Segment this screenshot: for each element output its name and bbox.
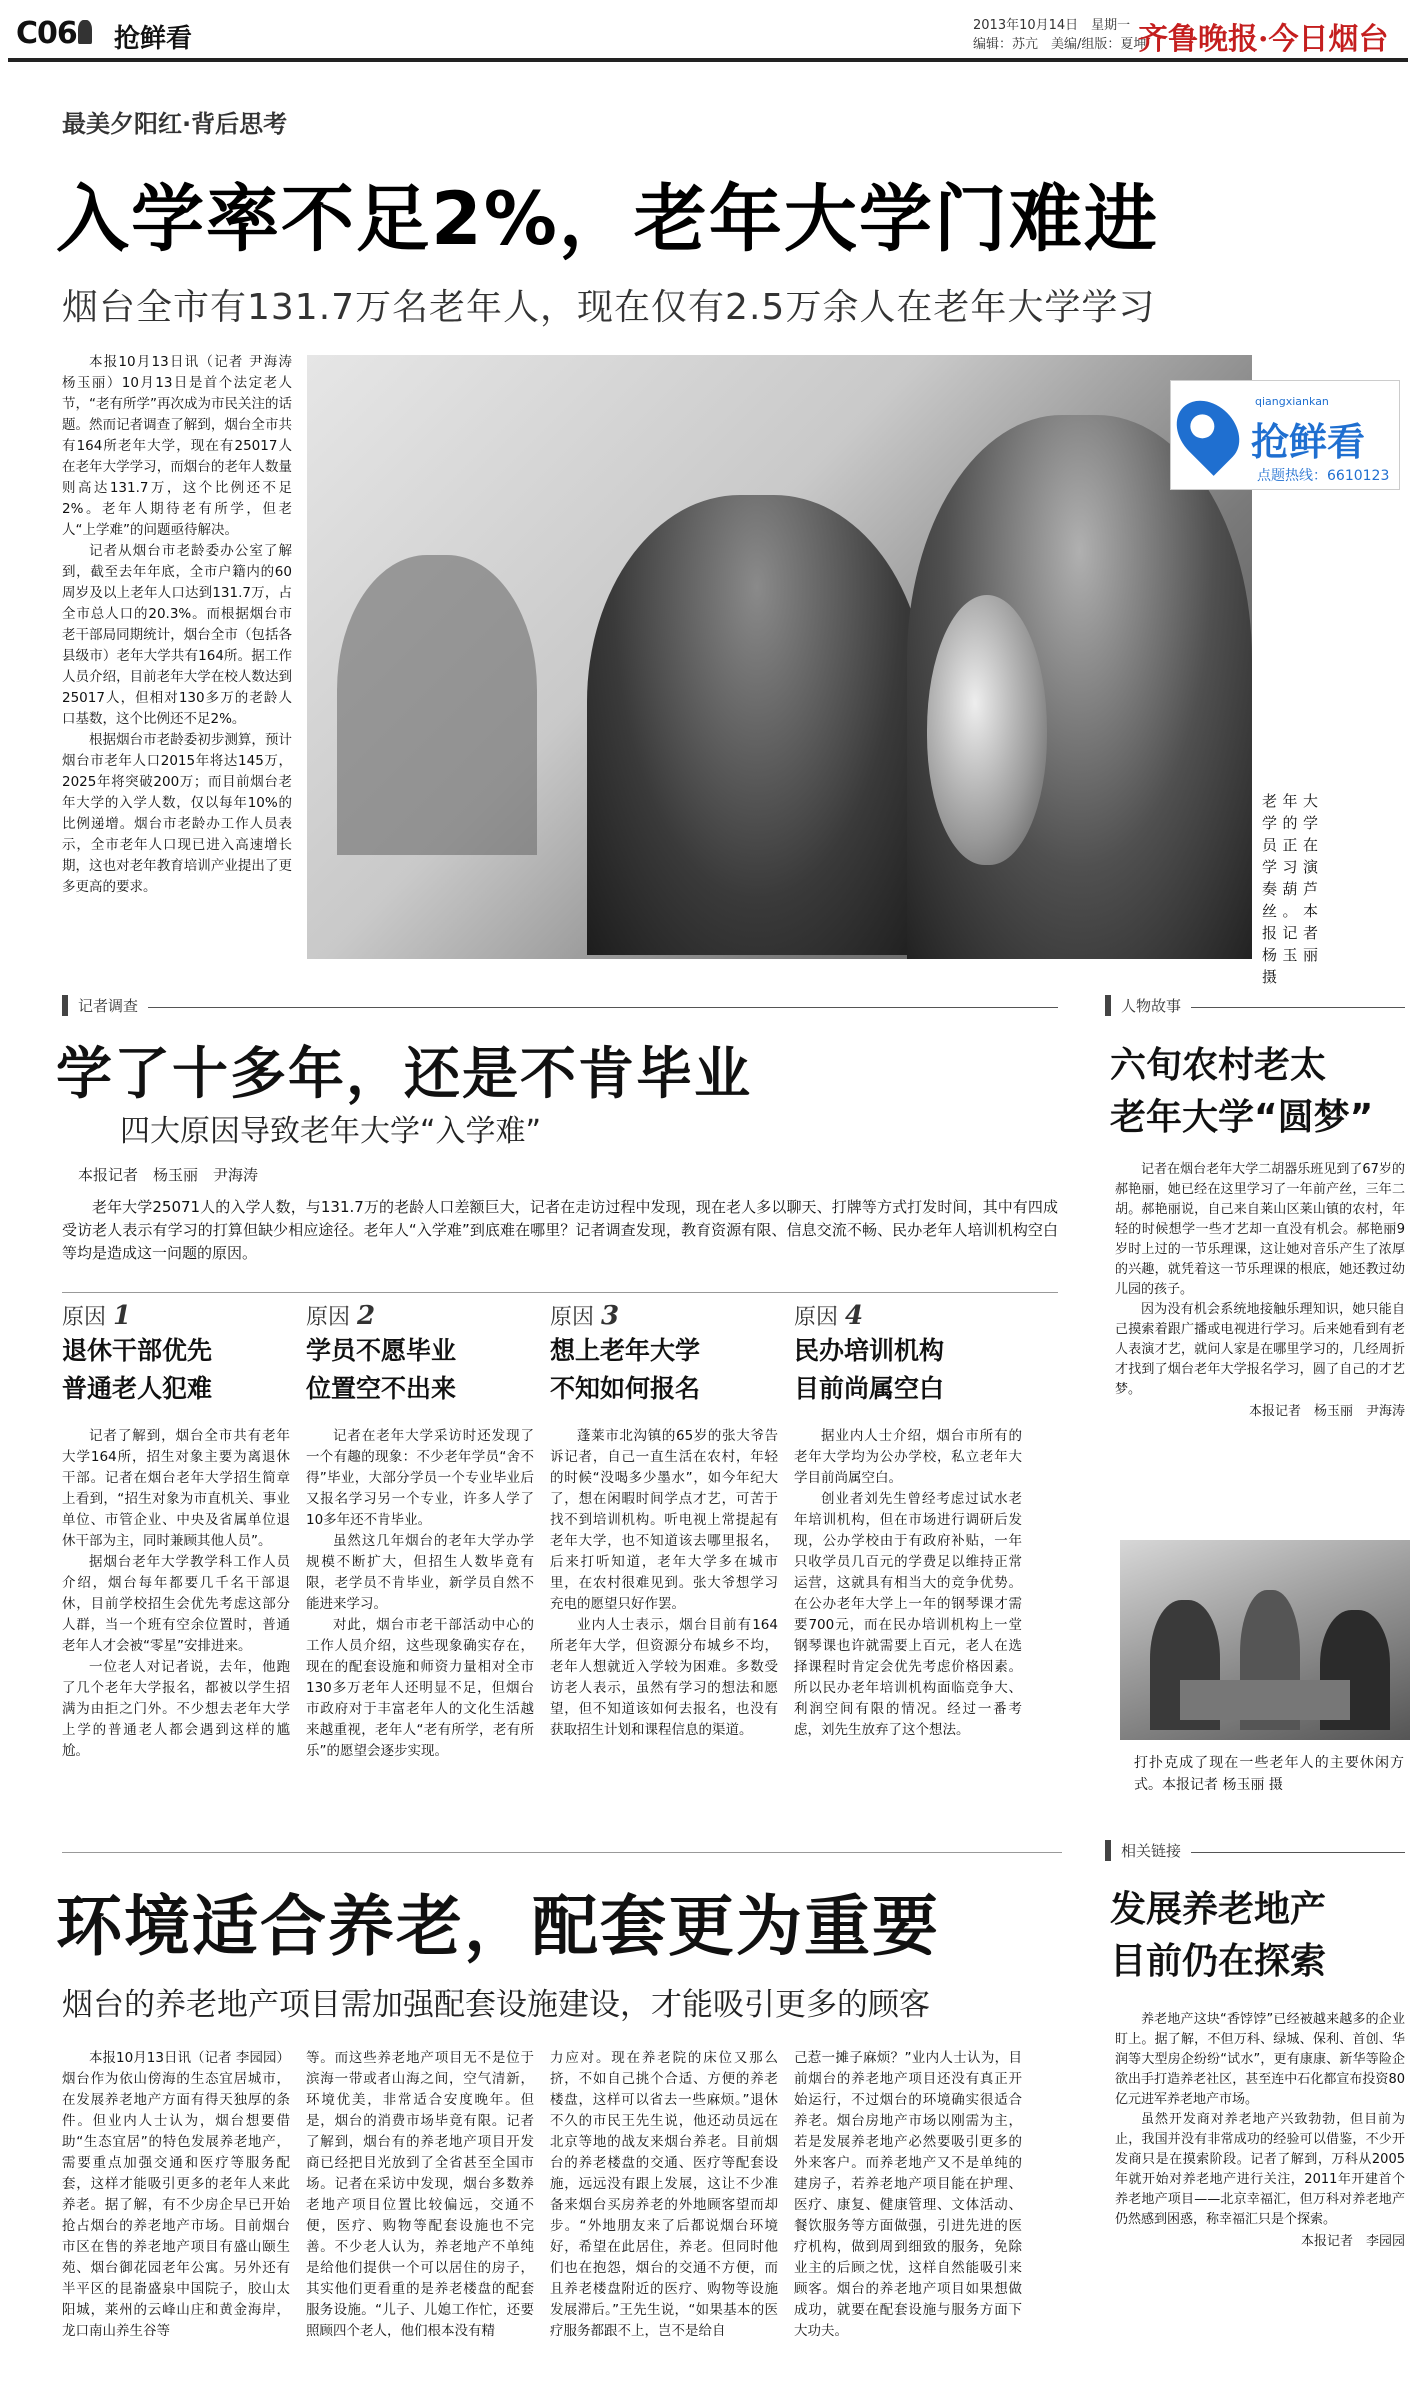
card-game-photo [1120, 1540, 1410, 1740]
story2-tag: 记者调查 [62, 995, 148, 1016]
qiangxiankan-badge [1170, 380, 1400, 490]
badge-title: 抢鲜看 [1251, 420, 1366, 464]
story1-body [62, 352, 292, 898]
reason1-body: 记者了解到，烟台全市共有老年大学164所，招生对象主要为离退休干部。记者在烟台老年大学招生简章上看到，“招生对象为市直机关、事业单位、市管企业、中央及省属单位退休干部为主，同时兼顾其他人员”。 据烟台老年大学教学科工作人员介绍，烟台每年都要几千名干部退休，目前学校招生会优先考虑这部分人群，当一个班有空余位置时，普通老年人才会被“零星”安排进来。 一位老人对记者说，去年，他跑了几个老年大学报名，都被以学生招满为由拒之门外。不少想去老年大学上学的普通老人都会遇到这样的尴尬。 [62, 1428, 290, 1759]
sidebar1-tag: 人物故事 [1105, 995, 1191, 1016]
sidebar2-byline: 本报记者 李园园 [1300, 2234, 1405, 2249]
reason3-body: 蓬莱市北沟镇的65岁的张大爷告诉记者，自己一直生活在农村，年轻的时候“没喝多少墨水”，如今年纪大了，想在闲暇时间学点才艺，可苦于找不到培训机构。听电视上常提起有老年大学，也不知道该去哪里报名，后来打听知道，老年大学多在城市里，在农村很难见到。张大爷想学习充电的愿望只好作罢。 业内人士表示，烟台目前有164所老年大学，但资源分布城乡不均，老年人想就近入学较为困难。多数受访老人表示，虽然有学习的想法和愿望，但不知道该如何去报名，也没有获取招生计划和课程信息的渠道。 [550, 1428, 778, 1738]
photo1-caption: 老年大学的学员正在学习演奏葫芦丝。本报记者 杨玉丽 摄 [1262, 792, 1318, 986]
story2-lead: 老年大学25071人的入学人数，与131.7万的老龄人口差额巨大，记者在走访过程中发现，现在老人多以聊天、打牌等方式打发时间，其中有四成受访老人表示有学习的打算但缺少相应途径。老年人“入学难”到底难在哪里？记者调查发现，教育资源有限、信息交流不畅、民办老年人培训机构空白等均是造成这一问题的原因。 [62, 1198, 1058, 1262]
story1-headline: 入学率不足2%，老年大学门难进 [56, 177, 1159, 262]
badge-hotline: 点题热线：6610123 [1257, 468, 1390, 484]
page-number: C06 [16, 16, 77, 51]
sidebar2-title: 发展养老地产 目前仍在探索 [1110, 1889, 1327, 1982]
sidebar1-byline: 本报记者 杨玉丽 尹海涛 [1248, 1404, 1405, 1419]
reason2-label: 原因 2 [306, 1301, 376, 1331]
sidebar1-title: 六旬农村老太 老年大学“圆梦” [1110, 1045, 1374, 1138]
story3-col3: 力应对。现在养老院的床位又那么挤，不如自己挑个合适、方便的养老楼盘，这样可以省去一些麻烦。”退休不久的市民王先生说，他还动员远在北京等地的战友来烟台养老。目前烟台的养老楼盘的交通、医疗等配套设施，远远没有跟上发展，这让不少准备来烟台买房养老的外地顾客望而却步。“外地朋友来了后都说烟台环境好，希望在此居住，养老。但同时他们也在抱怨，烟台的交通不方便，而且养老楼盘附近的医疗、购物等设施发展滞后。”王先生说，“如果基本的医疗服务都跟不上，岂不是给自 [550, 2050, 778, 2339]
section-name: 抢鲜看 [114, 24, 193, 54]
reason3-title: 想上老年大学 不知如何报名 [550, 1336, 701, 1403]
issue-date: 2013年10月14日 星期一 [973, 18, 1131, 33]
date-line [973, 16, 1146, 54]
editors-line: 编辑：苏亢 美编/组版：夏坤 [973, 37, 1147, 52]
story1-subhead: 烟台全市有131.7万名老年人，现在仅有2.5万余人在老年大学学习 [62, 287, 1156, 328]
section-logo-icon [78, 20, 92, 44]
story2-subhead: 四大原因导致老年大学“入学难” [120, 1114, 542, 1149]
location-pin-icon [1164, 388, 1252, 476]
story2-headline: 学了十多年，还是不肯毕业 [56, 1042, 752, 1107]
reason2-body: 记者在老年大学采访时还发现了一个有趣的现象：不少老年学员“舍不得”毕业，大部分学员一个专业毕业后又报名学习另一个专业，许多人学了10多年还不肯毕业。 虽然这几年烟台的老年大学办学规模不断扩大，但招生人数毕竟有限，老学员不肯毕业，新学员自然不能进来学习。 对此，烟台市老干部活动中心的工作人员介绍，这些现象确实存在，现在的配套设施和师资力量相对全市130多万老年人还明显不足，但烟台市政府对于丰富老年人的文化生活越来越重视，老年人“老有所学，老有所乐”的愿望会逐步实现。 [306, 1428, 534, 1759]
story2-byline: 本报记者 杨玉丽 尹海涛 [78, 1166, 259, 1184]
reason3-label: 原因 3 [550, 1301, 620, 1331]
reason4-body: 据业内人士介绍，烟台市所有的老年大学均为公办学校，私立老年大学目前尚属空白。 创业者刘先生曾经考虑过试水老年培训机构，但在市场进行调研后发现，公办学校由于有政府补贴，一年只收学员几百元的学费足以维持正常运营，这就具有相当大的竞争优势。在公办老年大学上一年的钢琴课才需要700元，而在民办培训机构上一堂钢琴课也许就需要上百元，老人在选择课程时肯定会优先考虑价格因素。所以民办老年培训机构面临竞争大、利润空间有限的情况。经过一番考虑，刘先生放弃了这个想法。 [794, 1428, 1022, 1738]
reason2-title: 学员不愿毕业 位置空不出来 [306, 1336, 457, 1403]
gourd-flute-class-photo [307, 355, 1252, 959]
page-header [8, 6, 1408, 62]
reason1-title: 退休干部优先 普通老人犯难 [62, 1336, 213, 1403]
story3-col4: 己惹一摊子麻烦？”业内人士认为，目前烟台的养老地产项目还没有真正开始运行，不过烟台的环境确实很适合养老。烟台房地产市场以刚需为主，若是发展养老地产必然要吸引更多的外来客户。而养老地产又不是单纯的建房子，若养老地产项目能在护理、医疗、康复、健康管理、文体活动、餐饮服务等方面做强，引进先进的医疗机构，做到周到细致的服务，免除业主的后顾之忧，这样自然能吸引来顾客。烟台的养老地产项目如果想做成功，就要在配套设施与服务方面下大功夫。 [794, 2050, 1022, 2339]
sidebar2-tag: 相关链接 [1105, 1840, 1191, 1861]
divider [62, 1007, 1058, 1008]
sidebar1-body: 记者在烟台老年大学二胡器乐班见到了67岁的郝艳丽，她已经在这里学习了一年前产丝，三年二胡。郝艳丽说，自己来自莱山区莱山镇的农村，年轻的时候想学一些才艺却一直没有机会。郝艳丽9岁时上过的一节乐理课，这让她对音乐产生了浓厚的兴趣，就凭着这一节乐理课的根底，她还教过幼儿园的孩子。 因为没有机会系统地接触乐理知识，她只能自己摸索着跟广播或电视进行学习。后来她看到有老人表演才艺，就问人家是在哪里学习的，几经周折才找到了烟台老年大学报名学习，圆了自己的才艺梦。 本报记者 杨玉丽 尹海涛 [1115, 1160, 1405, 1422]
photo2-caption: 打扑克成了现在一些老年人的主要休闲方式。本报记者 杨玉丽 摄 [1134, 1755, 1404, 1793]
story3-col1: 本报10月13日讯（记者 李园园）烟台作为依山傍海的生态宜居城市，在发展养老地产方面有得天独厚的条件。但业内人士认为，烟台想要借助“生态宜居”的特色发展养老地产，需要重点加强交通和医疗等服务配套，这样才能吸引更多的老年人来此养老。据了解，有不少房企早已开始抢占烟台的养老地产市场。目前烟台市区在售的养老地产项目有盛山颐生苑、烟台御花园老年公寓。另外还有半平区的昆嵛盛泉中国院子，胶山太阳城，莱州的云峰山庄和黄金海岸，龙口南山养生谷等 [62, 2050, 290, 2339]
story3-col2: 等。而这些养老地产项目无不是位于滨海一带或者山海之间，空气清新，环境优美，非常适合安度晚年。但是，烟台的消费市场毕竟有限。记者了解到，烟台有的养老地产项目开发商已经把目光放到了全省甚至全国市场。记者在采访中发现，烟台多数养老地产项目位置比较偏远，交通不便，医疗、购物等配套设施也不完善。不少老人认为，养老地产不单纯是给他们提供一个可以居住的房子，其实他们更看重的是养老楼盘的配套服务设施。“儿子、儿媳工作忙，还要照顾四个老人，他们根本没有精 [306, 2050, 534, 2339]
story1-kicker: 最美夕阳红·背后思考 [62, 110, 288, 138]
badge-pinyin: qiangxiankan [1255, 395, 1329, 408]
sidebar2-body: 养老地产这块“香饽饽”已经被越来越多的企业盯上。据了解，不但万科、绿城、保利、首创、华润等大型房企纷纷“试水”，更有康康、新华等险企欲出手打造养老社区，甚至连中石化都宣布投资80亿元进军养老地产市场。 虽然开发商对养老地产兴致勃勃，但目前为止，我国并没有非常成功的经验可以借鉴，不少开发商只是在摸索阶段。记者了解到，万科从2005年就开始对养老地产进行关注，2011年开建首个养老地产项目——北京幸福汇，但万科对养老地产仍然感到困惑，称幸福汇只是个探索。 本报记者 李园园 [1115, 2010, 1405, 2252]
story3-headline: 环境适合养老，配套更为重要 [56, 1888, 940, 1965]
reason4-title: 民办培训机构 目前尚属空白 [794, 1336, 945, 1403]
paragraph: 本报10月13日讯（记者 尹海涛 杨玉丽）10月13日是首个法定老人节，“老有所学”再次成为市民关注的话题。然而记者调查了解到，烟台全市共有164所老年大学，现在有25017人在老年大学学习，而烟台的老年人数量则高达131.7万，这个比例还不足2%。老年人期待老有所学，但老人“上学难”的问题亟待解决。 [62, 354, 292, 538]
reason4-label: 原因 4 [794, 1301, 864, 1331]
divider [62, 1852, 1062, 1853]
paragraph: 记者从烟台市老龄委办公室了解到，截至去年年底，全市户籍内的60周岁及以上老年人口达到131.7万，占全市总人口的20.3%。而根据烟台市老干部局同期统计，烟台全市（包括各县级市）老年大学共有164所。据工作人员介绍，目前老年大学在校人数达到25017人，但相对130多万的老龄人口基数，这个比例还不足2%。 [62, 543, 292, 727]
divider [62, 1292, 1058, 1293]
reason1-label: 原因 1 [62, 1301, 132, 1331]
newspaper-brand: 齐鲁晚报·今日烟台 [1138, 22, 1389, 57]
paragraph: 根据烟台市老龄委初步测算，预计烟台市老年人口2015年将达145万，2025年将突破200万；而目前烟台老年大学的入学人数，仅以每年10%的比例递增。烟台市老龄办工作人员表示，全市老年人口现已进入高速增长期，这也对老年教育培训产业提出了更多更高的要求。 [62, 732, 292, 895]
story3-subhead: 烟台的养老地产项目需加强配套设施建设，才能吸引更多的顾客 [62, 1987, 930, 2023]
